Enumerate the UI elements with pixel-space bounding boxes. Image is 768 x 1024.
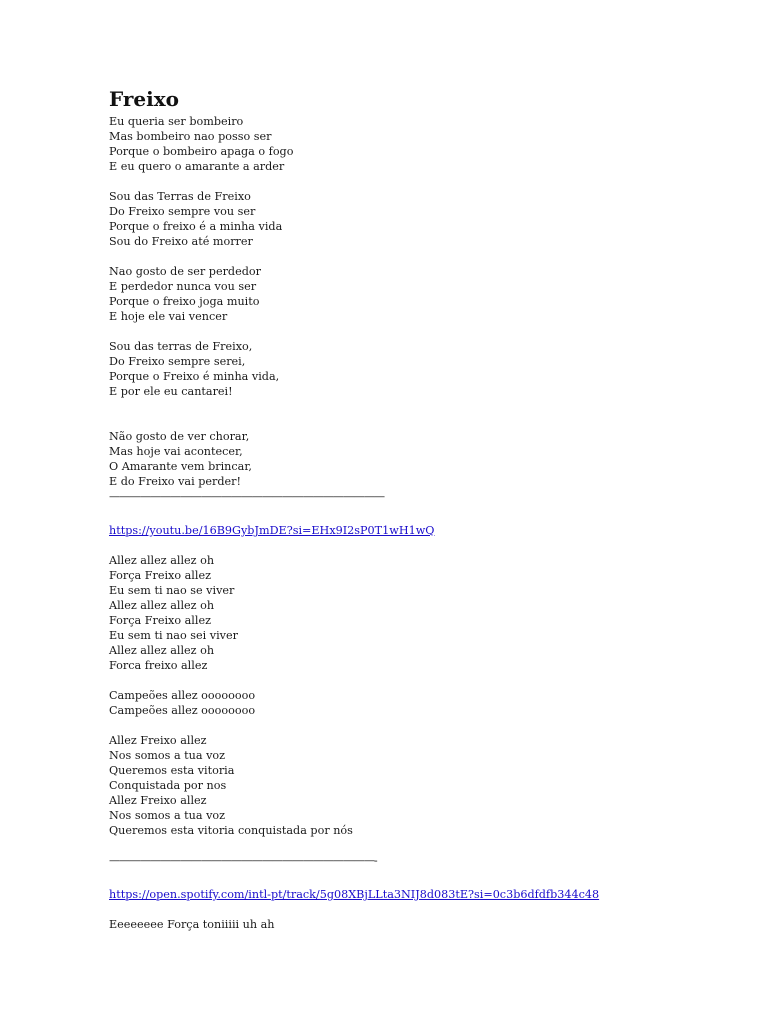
lyric-line: E por ele eu cantarei! xyxy=(109,385,233,398)
lyric-line: Sou do Freixo até morrer xyxy=(109,235,253,248)
lyric-line: Força Freixo allez xyxy=(109,614,211,627)
lyric-line: Eu sem ti nao se viver xyxy=(109,584,235,597)
divider-line: ——————————————————————————— xyxy=(109,490,385,503)
lyric-line: Campeões allez oooooooo xyxy=(109,689,256,702)
lyric-line: Força Freixo allez xyxy=(109,569,211,582)
lyric-line: Conquistada por nos xyxy=(109,779,227,792)
lyric-line: Allez Freixo allez xyxy=(109,794,207,807)
lyric-line: E hoje ele vai vencer xyxy=(109,310,228,323)
lyric-line: Campeões allez oooooooo xyxy=(109,704,256,717)
spotify-link[interactable]: https://open.spotify.com/intl-pt/track/5g08XBjLLta3NIJ8d083tE?si=0c3b6dfdfb344c48 xyxy=(109,888,600,901)
stanza-6 xyxy=(109,553,729,673)
lyric-line: Queremos esta vitoria xyxy=(109,764,235,777)
stanza-2 xyxy=(109,189,729,249)
lyric-line: Nao gosto de ser perdedor xyxy=(109,265,261,278)
lyric-line: Allez allez allez oh xyxy=(109,554,215,567)
lyric-line: Mas hoje vai acontecer, xyxy=(109,445,243,458)
stanza-8 xyxy=(109,733,729,838)
divider-line: ——————————————————————————- xyxy=(109,854,377,867)
lyric-line: O Amarante vem brincar, xyxy=(109,460,252,473)
lyric-line: Allez Freixo allez xyxy=(109,734,207,747)
lyric-line: E eu quero o amarante a arder xyxy=(109,160,285,173)
document-title: Freixo xyxy=(109,87,179,111)
stanza-5 xyxy=(109,429,729,489)
lyric-line: Mas bombeiro nao posso ser xyxy=(109,130,272,143)
stanza-3 xyxy=(109,264,729,324)
lyric-line: Porque o Freixo é minha vida, xyxy=(109,370,280,383)
lyric-line: Nos somos a tua voz xyxy=(109,809,226,822)
lyric-line: Allez allez allez oh xyxy=(109,599,215,612)
lyric-line: Queremos esta vitoria conquistada por nós xyxy=(109,824,353,837)
lyric-line: Porque o freixo é a minha vida xyxy=(109,220,283,233)
lyric-line: Do Freixo sempre vou ser xyxy=(109,205,256,218)
document-page xyxy=(109,84,729,932)
lyric-line: Não gosto de ver chorar, xyxy=(109,430,250,443)
stanza-7 xyxy=(109,688,729,718)
lyric-line: Sou das Terras de Freixo xyxy=(109,190,251,203)
stanza-4 xyxy=(109,339,729,399)
lyric-line: Sou das terras de Freixo, xyxy=(109,340,253,353)
lyric-line: E perdedor nunca vou ser xyxy=(109,280,257,293)
lyric-line: Eu queria ser bombeiro xyxy=(109,115,244,128)
lyric-line: Do Freixo sempre serei, xyxy=(109,355,246,368)
lyric-line: Porque o freixo joga muito xyxy=(109,295,260,308)
stanza-1 xyxy=(109,114,729,174)
youtube-link[interactable]: https://youtu.be/16B9GybJmDE?si=EHx9I2sP0T1wH1wQ xyxy=(109,524,435,537)
lyric-line: Forca freixo allez xyxy=(109,659,208,672)
lyric-line: E do Freixo vai perder! xyxy=(109,475,241,488)
lyric-line: Porque o bombeiro apaga o fogo xyxy=(109,145,294,158)
lyric-line: Nos somos a tua voz xyxy=(109,749,226,762)
lyric-line: Eu sem ti nao sei viver xyxy=(109,629,238,642)
lyric-line: Eeeeeeee Força toniiiii uh ah xyxy=(109,918,275,931)
lyric-line: Allez allez allez oh xyxy=(109,644,215,657)
